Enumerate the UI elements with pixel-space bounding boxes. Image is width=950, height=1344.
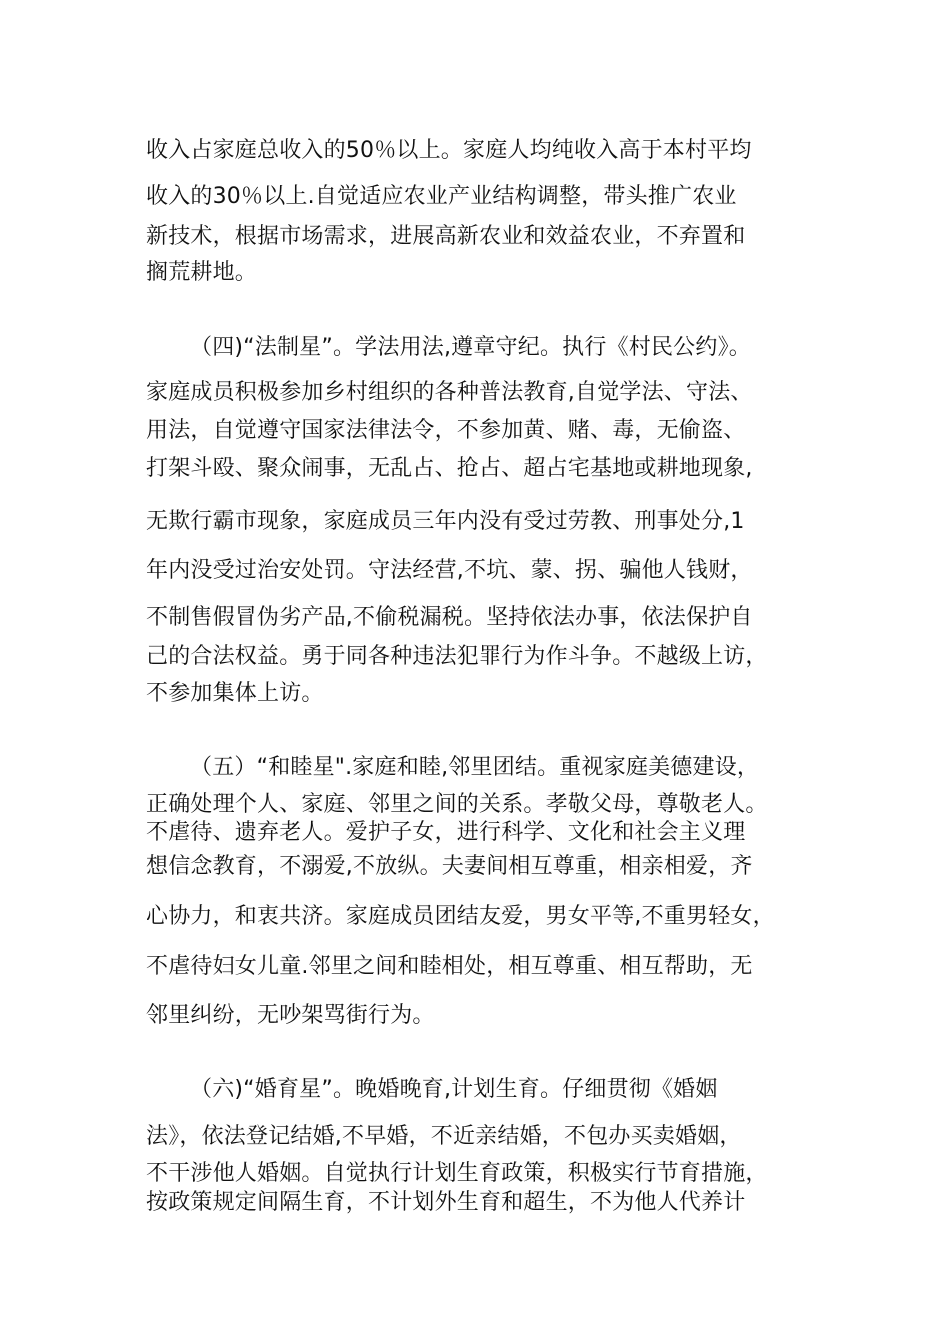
text-line: 新技术，根据市场需求，进展高新农业和效益农业，不弃置和 [146, 224, 746, 249]
text-line: 正确处理个人、家庭、邻里之间的关系。孝敬父母，尊敬老人。 [146, 792, 768, 817]
text-line: 搁荒耕地。 [146, 260, 258, 285]
text-line: 不参加集体上访。 [146, 681, 324, 706]
text-line: 不制售假冒伪劣产品,不偷税漏税。坚持依法办事，依法保护自 [146, 605, 753, 630]
text-line: 家庭成员积极参加乡村组织的各种普法教育,自觉学法、守法、 [146, 380, 753, 405]
text-line: 用法，自觉遵守国家法律法令，不参加黄、赌、毒，无偷盗、 [146, 418, 746, 443]
text-line: 法》，依法登记结婚,不早婚，不近亲结婚，不包办买卖婚姻， [146, 1124, 742, 1149]
paragraph-heading-hunyu: （六)“婚育星”。晚婚晚育,计划生育。仔细贯彻《婚姻 [190, 1077, 718, 1102]
text-line: 收入占家庭总收入的50％以上。家庭人均纯收入高于本村平均 [146, 138, 752, 163]
text-line: 不虐待、遗弃老人。爱护子女，进行科学、文化和社会主义理 [146, 820, 746, 845]
text-line: 无欺行霸市现象，家庭成员三年内没有受过劳教、刑事处分,1 [146, 509, 745, 534]
text-line: 不虐待妇女儿童.邻里之间和睦相处，相互尊重、相互帮助，无 [146, 954, 753, 979]
text-line: 收入的30％以上.自觉适应农业产业结构调整，带头推广农业 [146, 184, 737, 209]
paragraph-heading-fazhi: （四)“法制星”。学法用法,遵章守纪。执行《村民公约》。 [190, 335, 751, 360]
text-line: 打架斗殴、聚众闹事，无乱占、抢占、超占宅基地或耕地现象, [146, 456, 753, 481]
text-line: 己的合法权益。勇于同各种违法犯罪行为作斗争。不越级上访， [146, 644, 768, 669]
text-line: 邻里纠纷，无吵架骂街行为。 [146, 1003, 435, 1028]
text-line: 心协力，和衷共济。家庭成员团结友爱，男女平等,不重男轻女， [146, 904, 775, 929]
text-line: 按政策规定间隔生育，不计划外生育和超生，不为他人代养计 [146, 1190, 746, 1215]
text-line: 年内没受过治安处罚。守法经营,不坑、蒙、拐、骗他人钱财， [146, 558, 753, 583]
text-line: 不干涉他人婚姻。自觉执行计划生育政策，积极实行节育措施， [146, 1161, 768, 1186]
paragraph-heading-hemu: （五）“和睦星".家庭和睦,邻里团结。重视家庭美德建设， [190, 755, 760, 780]
text-line: 想信念教育，不溺爱,不放纵。夫妻间相互尊重，相亲相爱，齐 [146, 854, 753, 879]
